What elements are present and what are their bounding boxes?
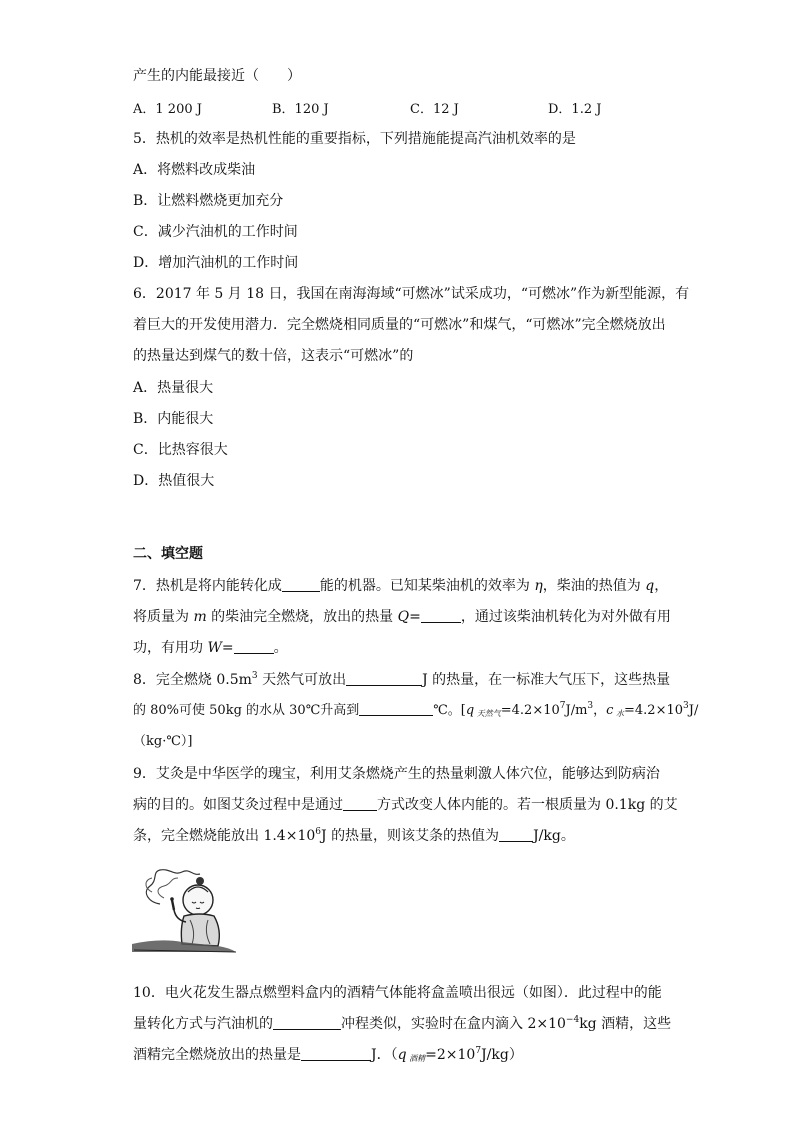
q9-blank-1[interactable]	[343, 796, 377, 811]
q4-option-c: C．12 J	[410, 102, 459, 117]
q6-stem-line1: 6．2017 年 5 月 18 日，我国在南海海域“可燃冰”试采成功，“可燃冰”作为新型能源，有	[133, 286, 690, 302]
q5-option-d: D．增加汽油机的工作时间	[133, 255, 299, 271]
q7-blank-2[interactable]	[421, 608, 461, 623]
q7-blank-1[interactable]	[282, 577, 320, 592]
q7-line3: 功，有用功 W= 。	[133, 640, 288, 656]
q6-option-c: C．比热容很大	[133, 442, 228, 458]
q4-option-a: A．1 200 J	[133, 102, 202, 117]
q6-stem-line2: 着巨大的开发使用潜力．完全燃烧相同质量的“可燃冰”和煤气，“可燃冰”完全燃烧放出	[133, 317, 666, 333]
moxibustion-illustration	[130, 862, 240, 960]
q8-blank-2[interactable]	[359, 701, 433, 716]
q7-line2: 将质量为 m 的柴油完全燃烧，放出的热量 Q= ，通过该柴油机转化为对外做有用	[133, 609, 671, 625]
q5-option-a: A．将燃料改成柴油	[133, 162, 256, 178]
q9-line3: 条，完全燃烧能放出 $1.4\times 10^6J$ 的热量，则该艾条的热值为 J/kg。	[133, 827, 575, 844]
q10-blank-2[interactable]	[301, 1046, 371, 1061]
q8-blank-1[interactable]	[346, 671, 422, 686]
q9-blank-2[interactable]	[499, 827, 533, 842]
q4-option-b: B．120 J	[272, 102, 329, 117]
q4-option-d: D．1.2 J	[548, 102, 602, 117]
q7-blank-3[interactable]	[234, 639, 274, 654]
section-fill-in-heading: 二、填空题	[133, 546, 203, 562]
q6-option-b: B．内能很大	[133, 411, 214, 427]
moxibustion-figure	[130, 862, 240, 960]
q6-option-a: A．热量很大	[133, 380, 214, 396]
q10-line1: 10．电火花发生器点燃塑料盒内的酒精气体能将盒盖喷出很远（如图）．此过程中的能	[133, 985, 662, 1001]
q6-stem-line3: 的热量达到煤气的数十倍，这表示“可燃冰”的	[133, 348, 414, 364]
q10-line3: 酒精完全燃烧放出的热量是 J．（q $_{酒精}=2\times 10^7J/kg$）	[133, 1046, 523, 1063]
q9-line1: 9．艾灸是中华医学的瑰宝，利用艾条燃烧产生的热量刺激人体穴位，能够达到防病治	[133, 766, 660, 782]
q8-line3: （kg·℃）]	[133, 734, 193, 749]
q10-blank-1[interactable]	[273, 1015, 341, 1030]
q6-option-d: D．热值很大	[133, 473, 215, 489]
q8-line1: 8．完全燃烧 $0.5m^3$ 天然气可放出 J 的热量，在一标准大气压下，这些热量	[133, 671, 671, 688]
q7-line1: 7．热机是将内能转化成 能的机器。已知某柴油机的效率为 η，柴油的热值为 q，	[133, 578, 669, 594]
q5-stem: 5．热机的效率是热机性能的重要指标，下列措施能提高汽油机效率的是	[133, 131, 576, 147]
q9-line2: 病的目的。如图艾灸过程中是通过 方式改变人体内能的。若一根质量为 0.1kg 的艾	[133, 797, 678, 813]
q10-line2: 量转化方式与汽油机的 冲程类似，实验时在盒内滴入 $2\times 10^{-4}kg$ 酒精，这些	[133, 1015, 672, 1032]
q8-line2: 的 80%可使 50kg 的水从 30℃升高到 ℃。[q $_{天然气}=4.2\times 10^7J/m^3$，c $_水=4.2\times 10^3J/$	[133, 701, 699, 718]
q5-option-c: C．减少汽油机的工作时间	[133, 224, 298, 240]
q5-option-b: B．让燃料燃烧更加充分	[133, 193, 284, 209]
q4-stem-tail: 产生的内能最接近（ ）	[133, 68, 301, 84]
